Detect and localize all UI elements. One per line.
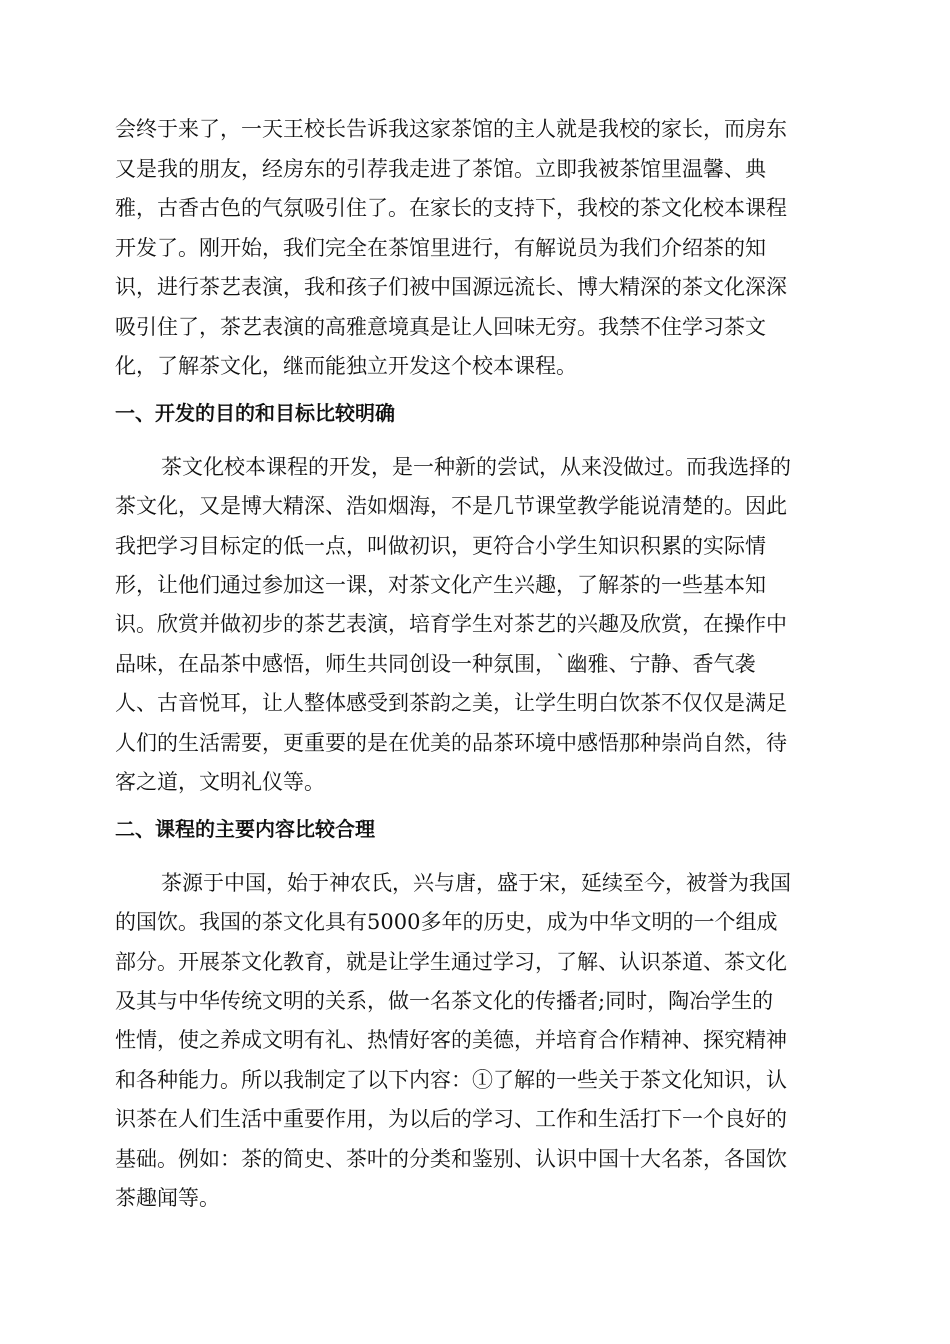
text-line: 化，了解茶文化，继而能独立开发这个校本课程。 [115,354,577,378]
text-line: 茶文化校本课程的开发，是一种新的尝试，从来没做过。而我选择的 [161,455,791,479]
text-line: 人、古音悦耳，让人整体感受到茶韵之美，让学生明白饮茶不仅仅是满足 [115,691,787,715]
text-line: 品味，在品茶中感悟，师生共同创设一种氛围，`幽雅、宁静、香气袭 [115,652,756,676]
text-line: 雅，古香古色的气氛吸引住了。在家长的支持下，我校的茶文化校本课程 [115,196,787,220]
text-line: 茶源于中国，始于神农氏，兴与唐，盛于宋，延续至今，被誉为我国 [161,871,791,895]
section-heading-goals: 一、开发的目的和目标比较明确 [115,401,395,425]
text-line: 部分。开展茶文化教育，就是让学生通过学习，了解、认识茶道、茶文化 [115,950,787,974]
text-line: 识，进行茶艺表演，我和孩子们被中国源远流长、博大精深的茶文化深深 [115,275,787,299]
text-line: 茶趣闻等。 [115,1186,220,1210]
text-line: 我把学习目标定的低一点，叫做初识，更符合小学生知识积累的实际情 [115,534,766,558]
text-line: 性情，使之养成文明有礼、热情好客的美德，并培育合作精神、探究精神 [115,1028,787,1052]
text-line: 又是我的朋友，经房东的引荐我走进了茶馆。立即我被茶馆里温馨、典 [115,157,766,181]
text-line: 客之道，文明礼仪等。 [115,770,325,794]
text-line: 吸引住了，茶艺表演的高雅意境真是让人回味无穷。我禁不住学习茶文 [115,315,766,339]
text-line: 识。欣赏并做初步的茶艺表演，培育学生对茶艺的兴趣及欣赏，在操作中 [115,612,787,636]
text-line: 会终于来了，一天王校长告诉我这家茶馆的主人就是我校的家长，而房东 [115,117,787,141]
text-line: 人们的生活需要，更重要的是在优美的品茶环境中感悟那种崇尚自然，待 [115,731,787,755]
text-line: 和各种能力。所以我制定了以下内容：①了解的一些关于茶文化知识，认 [115,1068,787,1092]
text-line: 开发了。刚开始，我们完全在茶馆里进行，有解说员为我们介绍茶的知 [115,236,766,260]
text-line: 及其与中华传统文明的关系，做一名茶文化的传播者;同时，陶冶学生的 [115,989,774,1013]
text-line: 识茶在人们生活中重要作用，为以后的学习、工作和生活打下一个良好的 [115,1107,787,1131]
text-line: 的国饮。我国的茶文化具有5000多年的历史，成为中华文明的一个组成 [115,910,778,934]
text-line: 形，让他们通过参加这一课，对茶文化产生兴趣，了解茶的一些基本知 [115,573,766,597]
text-line: 茶文化，又是博大精深、浩如烟海，不是几节课堂教学能说清楚的。因此 [115,494,787,518]
text-line: 基础。例如：茶的简史、茶叶的分类和鉴别、认识中国十大名茶，各国饮 [115,1147,787,1171]
section-heading-content: 二、课程的主要内容比较合理 [115,817,375,841]
